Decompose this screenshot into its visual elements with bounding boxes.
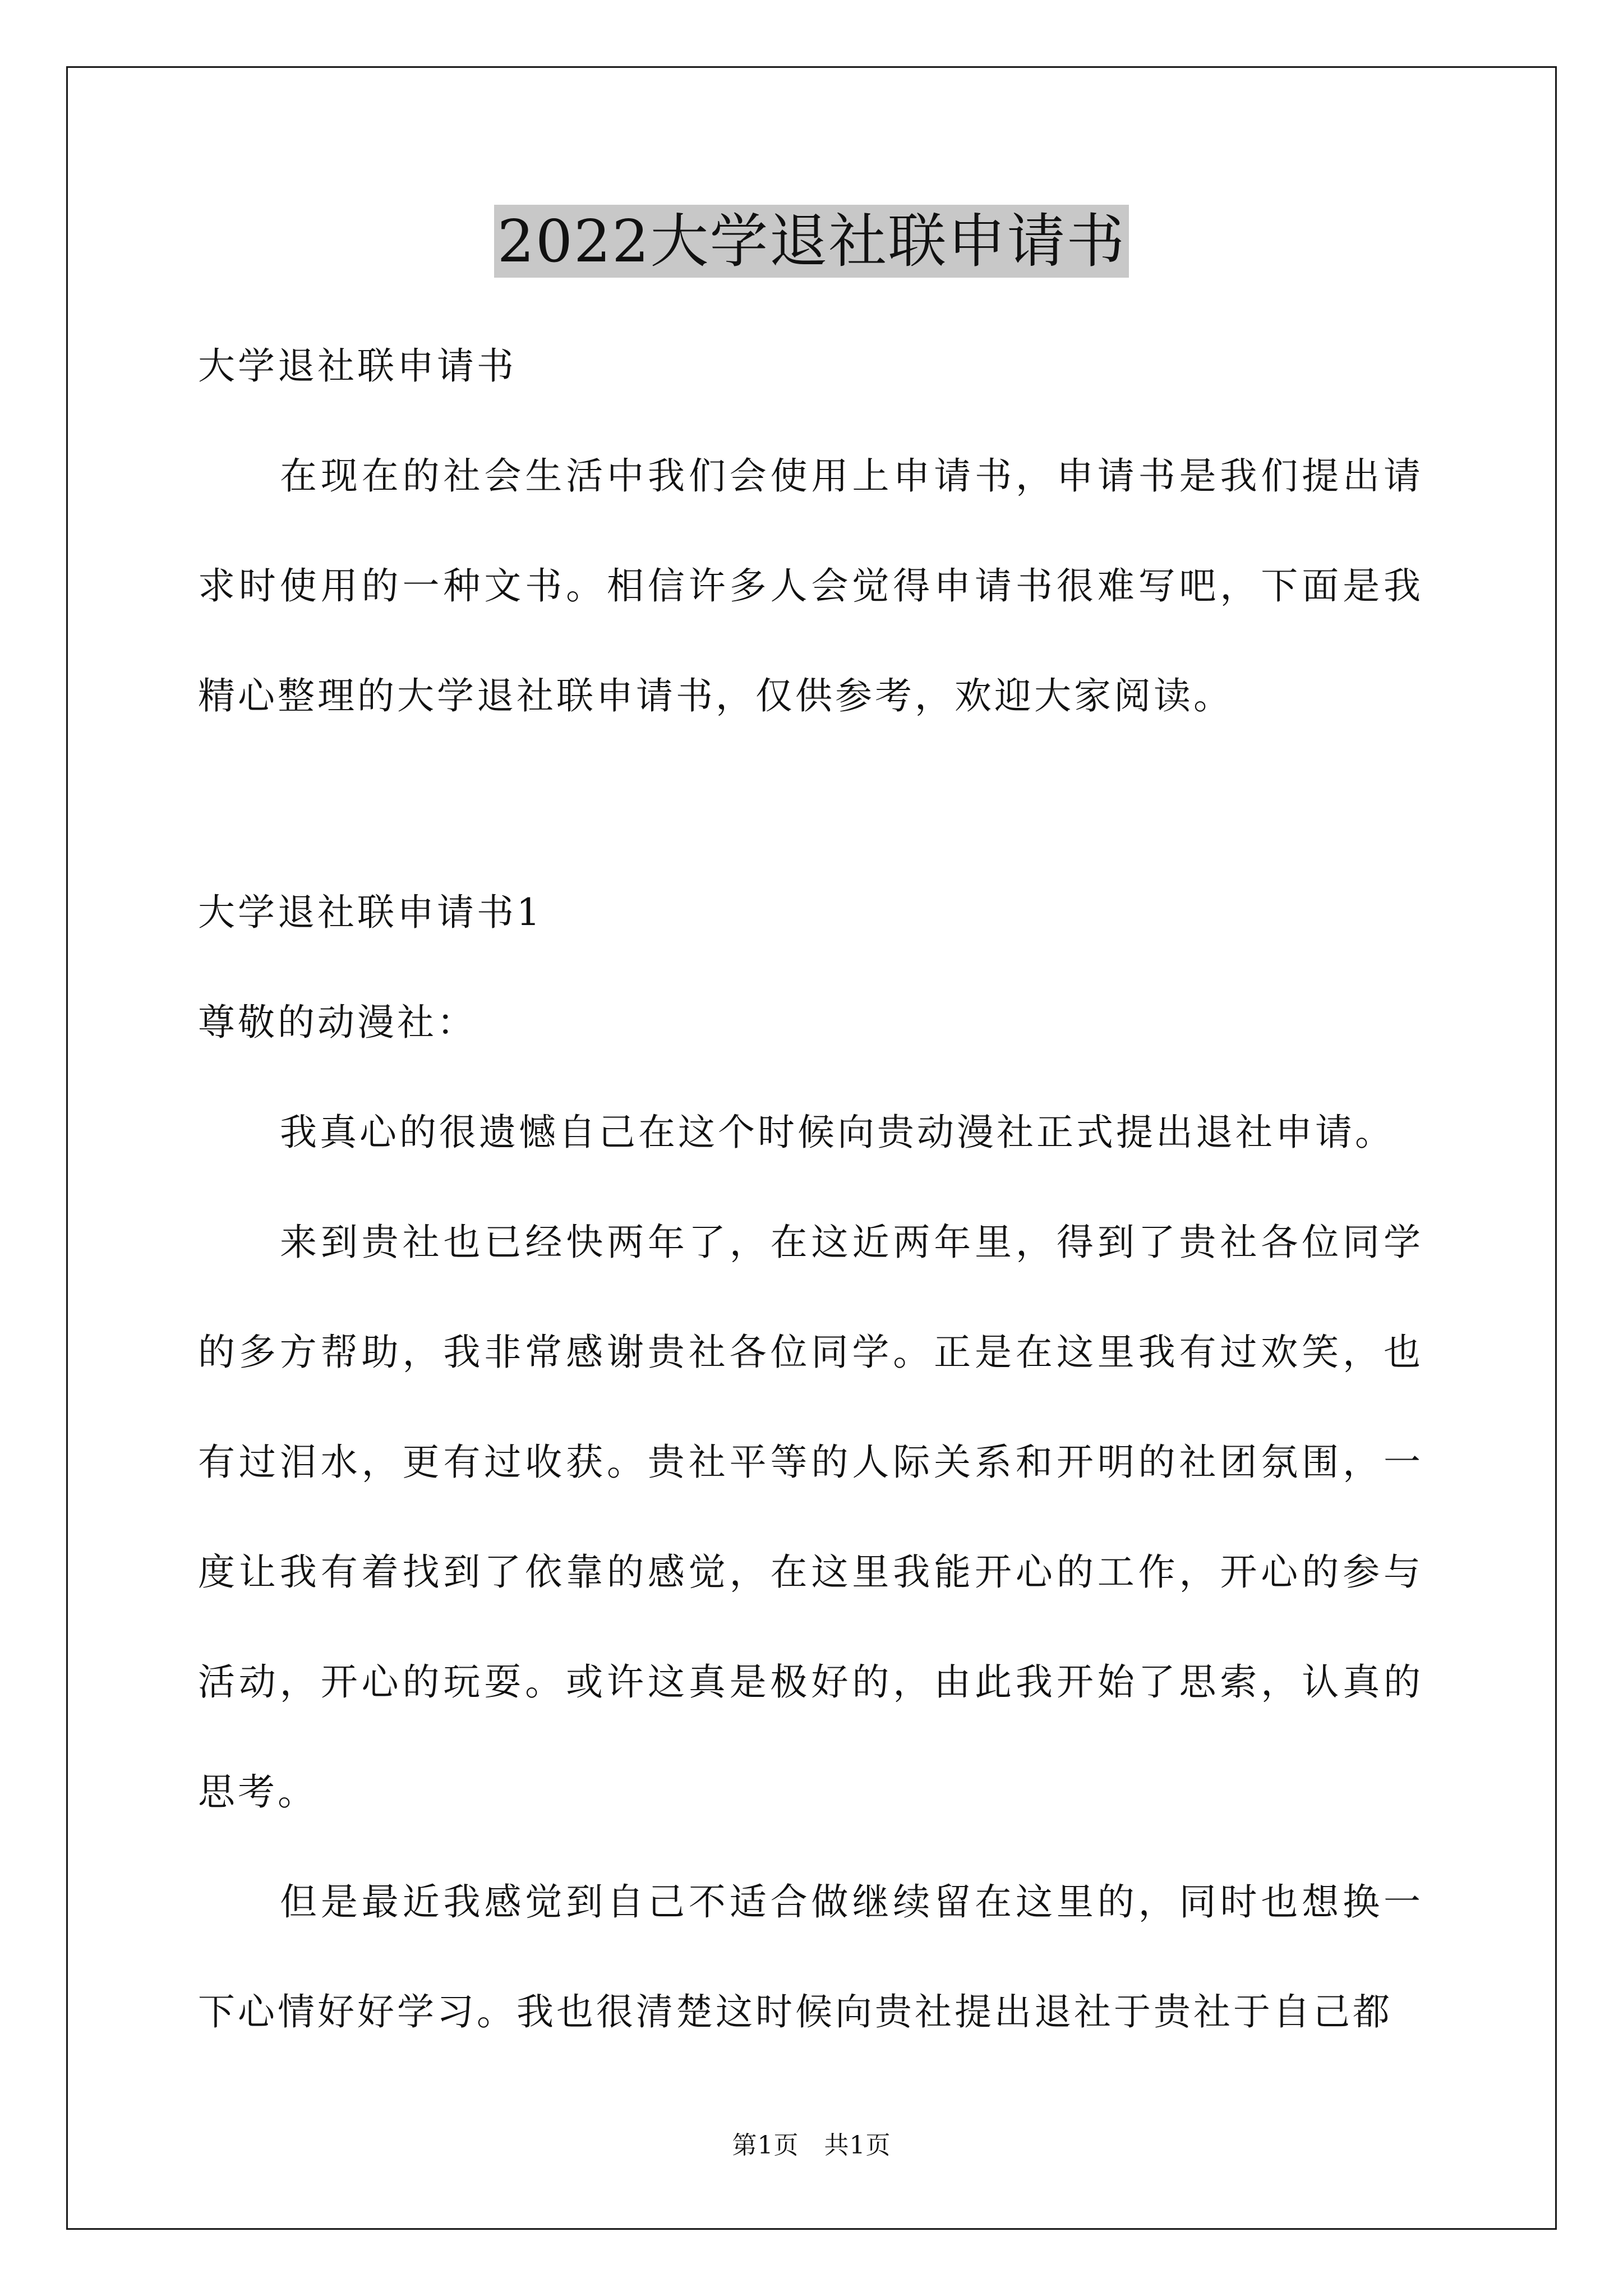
intro-heading: 大学退社联申请书 <box>198 344 517 388</box>
body-paragraph-1: 我真心的很遗憾自己在这个时候向贵动漫社正式提出退社申请。 <box>280 1111 1395 1154</box>
section-heading: 大学退社联申请书1 <box>198 891 543 934</box>
document-title <box>0 199 1623 283</box>
section-gap <box>198 751 1423 858</box>
page-footer: 第1页 共1页 <box>732 2131 891 2160</box>
document-body <box>198 311 1423 2067</box>
body-paragraph-3: 但是最近我感觉到自己不适合做继续留在这里的，同时也想换一下心情好好学习。我也很清楚这时候向贵社提出退社于贵社于自己都 <box>198 1880 1423 2033</box>
document-title-text: 2022大学退社联申请书 <box>494 205 1129 278</box>
body-paragraph-2: 来到贵社也已经快两年了，在这近两年里，得到了贵社各位同学的多方帮助，我非常感谢贵社各位同学。正是在这里我有过欢笑，也有过泪水，更有过收获。贵社平等的人际关系和开明的社团氛围，一度让我有着找到了依靠的感觉，在这里我能开心的工作，开心的参与活动，开心的玩耍。或许这真是极好的，由此我开始了思索，认真的思考。 <box>198 1221 1423 1814</box>
intro-paragraph: 在现在的社会生活中我们会使用上申请书，申请书是我们提出请求时使用的一种文书。相信许多人会觉得申请书很难写吧，下面是我精心整理的大学退社联申请书，仅供参考，欢迎大家阅读。 <box>198 454 1423 717</box>
salutation: 尊敬的动漫社： <box>198 1001 477 1044</box>
